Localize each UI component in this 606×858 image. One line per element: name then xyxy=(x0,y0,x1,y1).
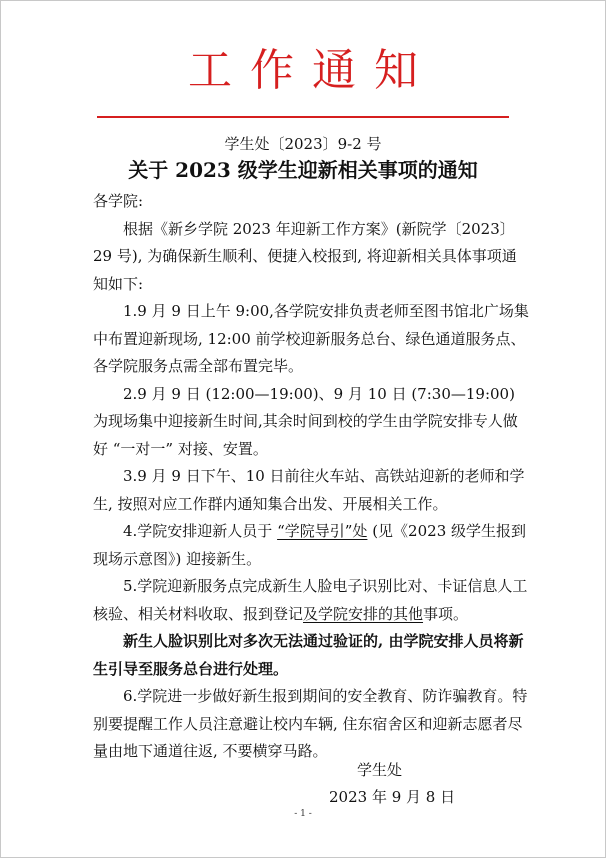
item-5-underlined-phrase: 及学院安排的其他 xyxy=(303,604,424,623)
item-4-text-start: 4.学院安排迎新人员于 xyxy=(123,522,278,540)
item-2-paragraph: 2.9 月 9 日 (12:00—19:00)、9 月 10 日 (7:30—19:00) 为现场集中迎接新生时间,其余时间到校的学生由学院安排专人做好 “一对一” 对接、安置。 xyxy=(93,384,518,458)
page-number: - 1 - xyxy=(294,809,312,819)
item-4-text-end: (见《2023 级学生报到现场示意图》) 迎接新生。 xyxy=(93,522,527,568)
item-5-text-start: 5.学院迎新服务点完成新生人脸电子识别比对、卡证信息人工核验、相关材料收取、报到登记 xyxy=(93,577,528,623)
item-5-text-end: 事项。 xyxy=(423,604,469,623)
notice-header-title: 工作通知 xyxy=(188,45,436,96)
document-number: 学生处〔2023〕9-2 号 xyxy=(224,135,382,153)
salutation: 各学院: xyxy=(93,192,144,210)
red-divider-line xyxy=(97,116,509,118)
issue-date: 2023 年 9 月 8 日 xyxy=(329,788,456,806)
intro-paragraph: 根据《新乡学院 2023 年迎新工作方案》(新院学〔2023〕29 号), 为确保新生顺利、便捷入校报到, 将迎新相关具体事项通知如下: xyxy=(93,219,517,293)
item-4-paragraph xyxy=(93,518,531,573)
item-5-paragraph xyxy=(93,573,531,628)
item-4-place-underlined: “学院导引”处 xyxy=(277,522,368,540)
item-6-paragraph: 6.学院进一步做好新生报到期间的安全教育、防诈骗教育。特别要提醒工作人员注意避让校内车辆, 住东宿舍区和迎新志愿者尽量由地下通道往返, 不要横穿马路。 xyxy=(93,687,528,760)
issuing-unit: 学生处 xyxy=(357,761,403,779)
document-heading: 关于 2023 级学生迎新相关事项的通知 xyxy=(128,158,478,182)
bold-note-paragraph: 新生人脸识别比对多次无法通过验证的, 由学院安排人员将新生引导至服务总台进行处理。 xyxy=(93,632,524,678)
document-body xyxy=(93,188,531,766)
item-3-paragraph: 3.9 月 9 日下午、10 日前往火车站、高铁站迎新的老师和学生, 按照对应工作群内通知集合出发、开展相关工作。 xyxy=(93,467,525,513)
item-1-paragraph: 1.9 月 9 日上午 9:00,各学院安排负责老师至图书馆北广场集中布置迎新现场, 12:00 前学校迎新服务总台、绿色通道服务点、各学院服务点需全部布置完毕。 xyxy=(93,302,529,375)
